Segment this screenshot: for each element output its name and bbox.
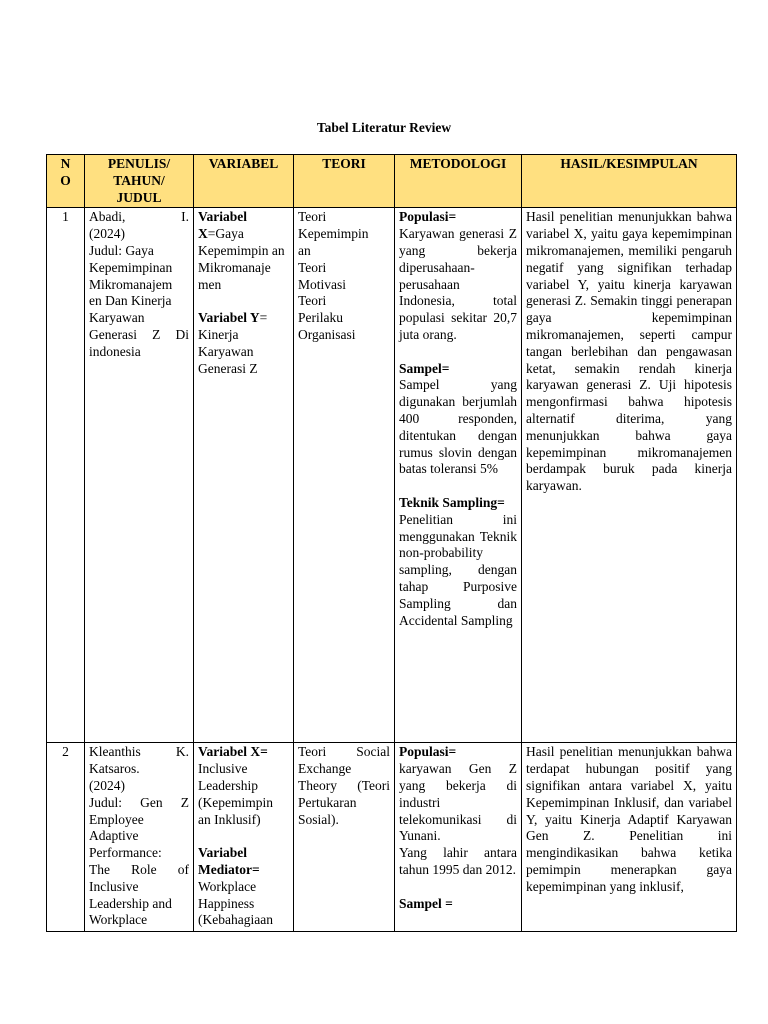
penulis-cell: Kleanthis K. Katsaros. (2024) Judul: Gen Z Employee Adaptive Performance: The Role of Inclusive Leadership and Workplace — [85, 743, 194, 932]
variabel-cell: Variabel X= Inclusive Leadership (Kepemimpin an Inklusif) Variabel Mediator= Workplace Happiness (Kebahagiaan — [194, 743, 294, 932]
teori-cell: Teori Social Exchange Theory (Teori Pertukaran Sosial). — [294, 743, 395, 932]
header-hasil: HASIL/KESIMPULAN — [522, 155, 737, 208]
metodologi-cell: Populasi= Karyawan generasi Z yang bekerja diperusahaan-perusahaan Indonesia, total populasi sekitar 20,7 juta orang. Sampel= Sampel yang digunakan berjumlah 400 responden, ditentukan dengan rumus slovin dengan batas toleransi 5% Teknik Sampling= Penelitian ini menggunakan Teknik non-probability sampling, dengan tahap Purposive Sampling dan Accidental Sampling — [395, 208, 522, 743]
table-row — [47, 743, 737, 932]
header-no: N O — [47, 155, 85, 208]
header-metodologi: METODOLOGI — [395, 155, 522, 208]
header-penulis: PENULIS/ TAHUN/ JUDUL — [85, 155, 194, 208]
literature-review-table — [46, 154, 737, 932]
row-number: 2 — [47, 743, 85, 932]
table-header-row — [47, 155, 737, 208]
header-teori: TEORI — [294, 155, 395, 208]
variabel-cell: Variabel X=Gaya Kepemimpin an Mikromanaje men Variabel Y= Kinerja Karyawan Generasi Z — [194, 208, 294, 743]
teori-cell: Teori Kepemimpin an Teori Motivasi Teori Perilaku Organisasi — [294, 208, 395, 743]
header-variabel: VARIABEL — [194, 155, 294, 208]
penulis-cell: Abadi, I. (2024) Judul: Gaya Kepemimpinan Mikromanajem en Dan Kinerja Karyawan Generasi Z Di indonesia — [85, 208, 194, 743]
metodologi-cell: Populasi= karyawan Gen Z yang bekerja di industri telekomunikasi di Yunani. Yang lahir antara tahun 1995 dan 2012. Sampel = — [395, 743, 522, 932]
document-title: Tabel Literatur Review — [316, 120, 452, 135]
hasil-cell: Hasil penelitian menunjukkan bahwa terdapat hubungan positif yang signifikan antara variabel X, yaitu Kepemimpinan Inklusif, dan variabel Y, yaitu Kinerja Adaptif Karyawan Gen Z. Penelitian ini mengindikasikan bahwa ketika pemimpin menerapkan gaya kepemimpinan yang inklusif, — [522, 743, 737, 932]
row-number: 1 — [47, 208, 85, 743]
table-row — [47, 208, 737, 743]
hasil-cell: Hasil penelitian menunjukkan bahwa variabel X, yaitu gaya kepemimpinan mikromanajemen, memiliki pengaruh negatif yang signifikan terhadap variabel Y, yaitu kinerja karyawan generasi Z. Semakin tinggi penerapan gaya kepemimpinan mikromanajemen, seperti campur tangan berlebihan dan pengawasan ketat, semakin rendah kinerja karyawan generasi Z. Uji hipotesis mengonfirmasi bahwa hipotesis alternatif diterima, yang menunjukkan bahwa gaya kepemimpinan mikromanajemen berdampak buruk pada kinerja karyawan. — [522, 208, 737, 743]
